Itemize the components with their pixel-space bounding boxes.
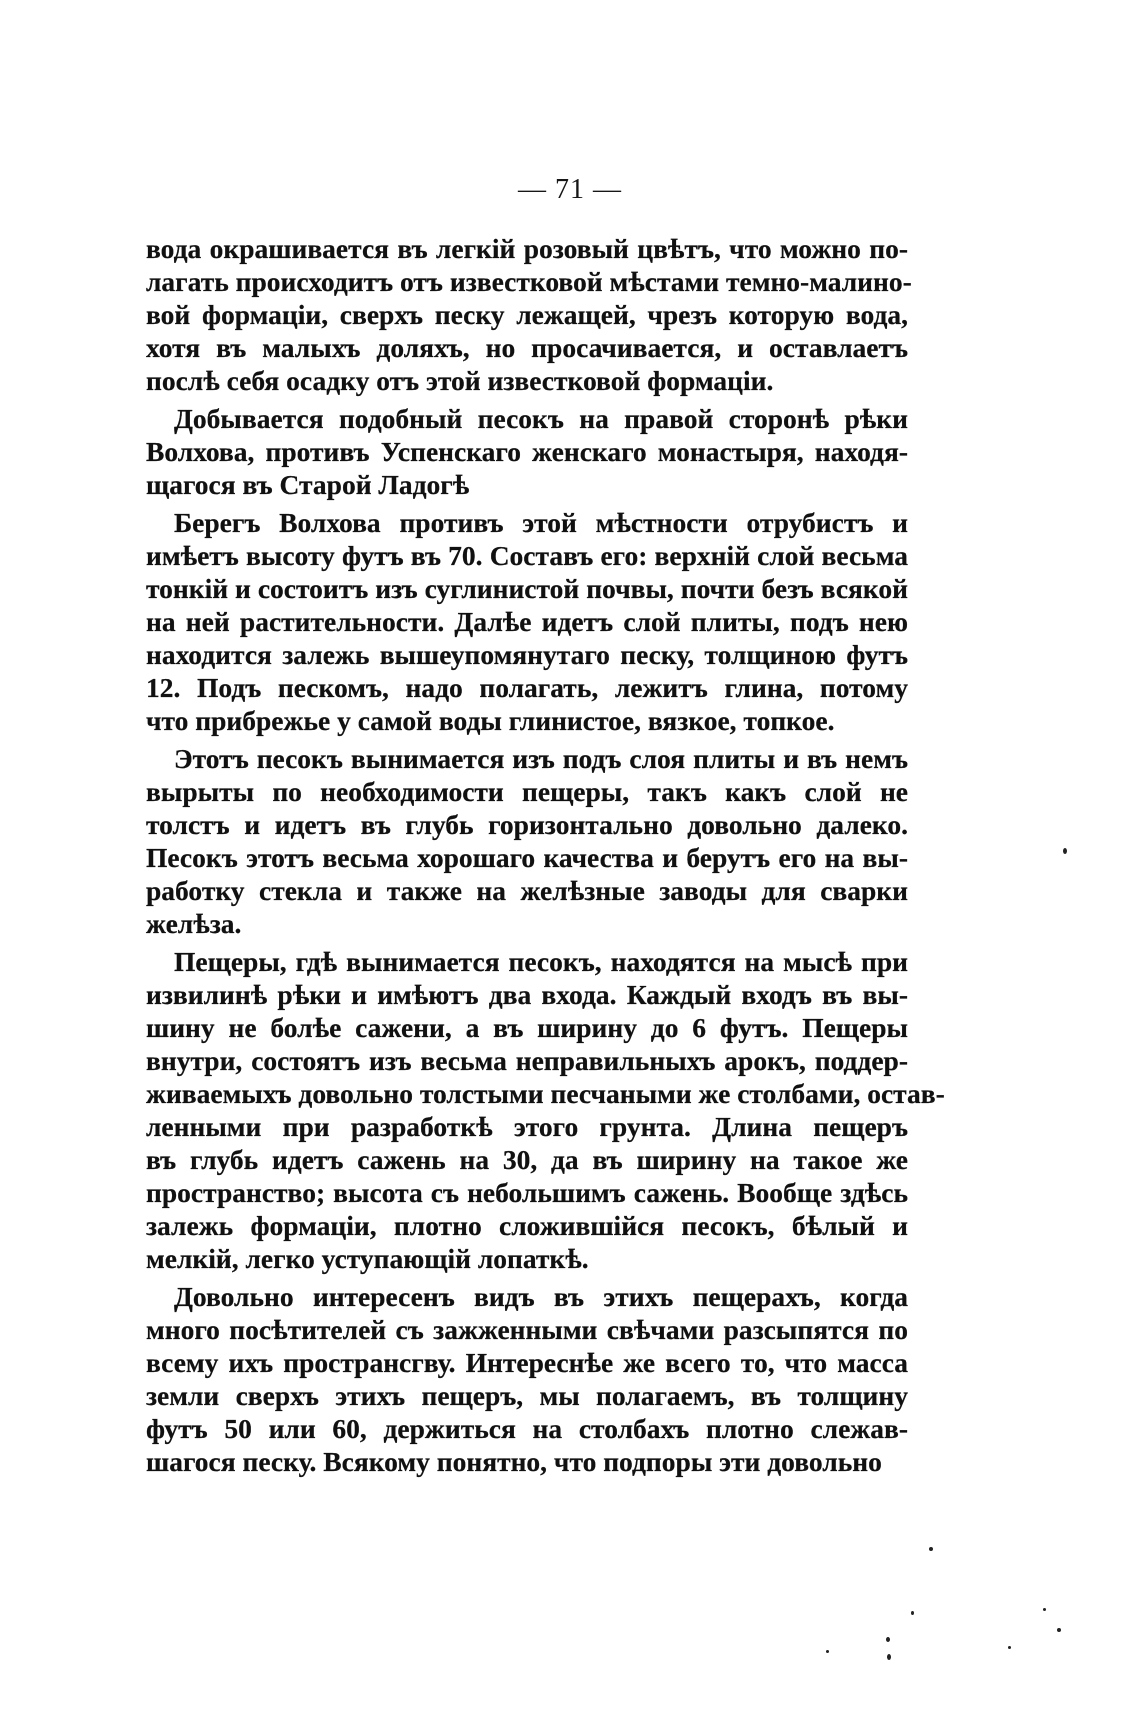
text-line: Этотъ песокъ вынимается изъ подъ слоя плиты и въ немъ: [174, 743, 908, 774]
text-line: мелкій, легко уступающій лопаткѣ.: [146, 1243, 589, 1274]
text-line: извилинѣ рѣки и имѣютъ два входа. Каждый входъ въ вы-: [146, 979, 908, 1010]
text-line: имѣетъ высоту футъ въ 70. Составъ его: верхній слой весьма: [146, 540, 908, 571]
text-line: тонкій и состоитъ изъ суглинистой почвы, почти безъ всякой: [146, 573, 908, 604]
text-line: футъ 50 или 60, держиться на столбахъ плотно слежав-: [146, 1413, 908, 1444]
paragraph: [146, 945, 945, 1275]
text-line: вода окрашивается въ легкій розовый цвѣтъ, что можно по-: [146, 233, 908, 264]
paragraph: [146, 402, 908, 501]
scan-speck: [1043, 1608, 1046, 1611]
scan-speck: [887, 1654, 891, 1660]
text-line: много посѣтителей съ зажженными свѣчами разсыпятся по: [146, 1314, 908, 1345]
text-line: хотя въ малыхъ доляхъ, но просачивается, и оставлаетъ: [146, 332, 908, 363]
text-line: земли сверхъ этихъ пещеръ, мы полагаемъ, въ толщину: [146, 1380, 908, 1411]
text-line: вырыты по необходимости пещеры, такъ какъ слой не: [146, 776, 908, 807]
scan-speck: [886, 1637, 890, 1642]
scan-speck: [911, 1611, 914, 1615]
text-line: Волхова, противъ Успенскаго женскаго монастыря, находя-: [146, 436, 908, 467]
text-line: толстъ и идетъ въ глубь горизонтально довольно далеко.: [146, 809, 908, 840]
text-line: что прибрежье у самой воды глинистое, вязкое, топкое.: [146, 705, 835, 736]
text-line: послѣ себя осадку отъ этой известковой формаціи.: [146, 365, 774, 396]
text-line: ленными при разработкѣ этого грунта. Длина пещеръ: [146, 1111, 908, 1142]
scan-speck: [1063, 848, 1067, 854]
text-line: шагося песку. Всякому понятно, что подпоры эти довольно: [146, 1446, 882, 1477]
text-line: внутри, состоятъ изъ весьма неправильныхъ арокъ, поддер-: [146, 1045, 908, 1076]
page-number: — 71 —: [518, 174, 622, 205]
text-line: живаемыхъ довольно толстыми песчаными же столбами, остав-: [146, 1078, 945, 1109]
text-line: на ней растительности. Далѣе идетъ слой плиты, подъ нею: [146, 606, 908, 637]
scan-speck: [1008, 1646, 1011, 1649]
text-line: лагать происходитъ отъ известковой мѣстами темно-малино-: [146, 266, 912, 297]
text-line: Пещеры, гдѣ вынимается песокъ, находятся на мысѣ при: [174, 946, 908, 977]
text-line: вой формаціи, сверхъ песку лежащей, чрезъ которую вода,: [146, 299, 908, 330]
text-line: шину не болѣе сажени, а въ ширину до 6 футъ. Пещеры: [146, 1012, 908, 1043]
scan-speck: [929, 1547, 933, 1551]
text-line: залежь формаціи, плотно сложившійся песокъ, бѣлый и: [146, 1210, 908, 1241]
paragraph: [146, 506, 908, 737]
paragraph: [146, 742, 908, 940]
text-line: находится залежь вышеупомянутаго песку, толщиною футъ: [146, 639, 908, 670]
text-line: щагося въ Старой Ладогѣ: [146, 469, 470, 500]
scan-speck: [826, 1650, 829, 1653]
body-text: [146, 232, 945, 1483]
text-line: Довольно интересенъ видъ въ этихъ пещерахъ, когда: [174, 1281, 908, 1312]
scan-speck: [1057, 1628, 1061, 1632]
text-line: 12. Подъ пескомъ, надо полагать, лежитъ глина, потому: [146, 672, 908, 703]
text-line: всему ихъ пространсгву. Интереснѣе же всего то, что масса: [146, 1347, 908, 1378]
text-line: Песокъ этотъ весьма хорошаго качества и берутъ его на вы-: [146, 842, 908, 873]
text-line: работку стекла и также на желѣзные заводы для сварки: [146, 875, 908, 906]
text-line: Берегъ Волхова противъ этой мѣстности отрубистъ и: [174, 507, 908, 538]
paragraph: [146, 1280, 908, 1478]
text-line: Добывается подобный песокъ на правой сторонѣ рѣки: [174, 403, 908, 434]
text-line: въ глубь идетъ сажень на 30, да въ ширину на такое же: [146, 1144, 908, 1175]
paragraph: [146, 232, 912, 397]
text-line: пространство; высота съ небольшимъ сажень. Вообще здѣсь: [146, 1177, 908, 1208]
text-line: желѣза.: [146, 908, 242, 939]
